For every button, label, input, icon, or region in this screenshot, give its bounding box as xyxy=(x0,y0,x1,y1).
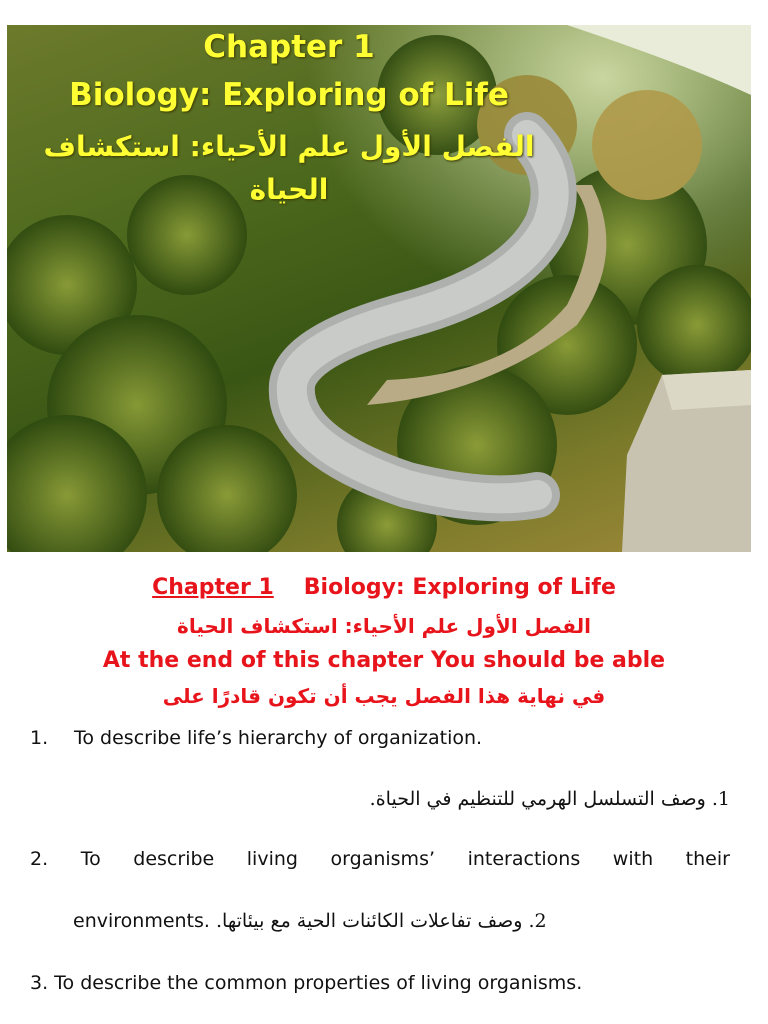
chapter-heading-arabic: الفصل الأول علم الأحياء: استكشاف الحياة xyxy=(177,614,591,638)
objective-2-continued xyxy=(73,910,547,932)
objective-2-word: To xyxy=(80,848,101,870)
chapter-title: Biology: Exploring of Life xyxy=(303,575,616,600)
cover-title-arabic: الفصل الأول علم الأحياء: استكشاف xyxy=(43,130,535,163)
objective-2-word: with xyxy=(612,848,654,870)
objective-2-word: interactions xyxy=(467,848,581,870)
objective-2-word: 2. xyxy=(30,848,49,870)
objective-2-word: organisms’ xyxy=(330,848,436,870)
objective-1-text: To describe life’s hierarchy of organization. xyxy=(74,727,483,749)
intro-arabic: في نهاية هذا الفصل يجب أن تكون قادرًا على xyxy=(162,684,606,708)
cover-title-english: Biology: Exploring of Life xyxy=(69,77,509,113)
cover-title-arabic-cont: الحياة xyxy=(249,173,329,206)
objective-2-word: living xyxy=(246,848,298,870)
objective-1-arabic: 1. وصف التسلسل الهرمي للتنظيم في الحياة. xyxy=(369,788,730,810)
chapter-label: Chapter 1 xyxy=(152,575,274,600)
objective-1 xyxy=(30,727,482,749)
objective-3: 3. To describe the common properties of living organisms. xyxy=(30,972,583,994)
objective-2-arabic: 2. وصف تفاعلات الكائنات الحية مع بيئاتها. xyxy=(216,910,547,932)
objective-2-cont-text: environments. xyxy=(73,910,210,932)
cover-image xyxy=(7,25,751,552)
objective-1-number: 1. xyxy=(30,727,49,749)
objective-2-word: their xyxy=(685,848,730,870)
chapter-heading xyxy=(0,575,768,600)
objective-2 xyxy=(30,848,730,870)
intro-english: At the end of this chapter You should be able xyxy=(102,648,666,673)
cover-title-chapter: Chapter 1 xyxy=(203,29,375,65)
objective-2-word: describe xyxy=(133,848,215,870)
